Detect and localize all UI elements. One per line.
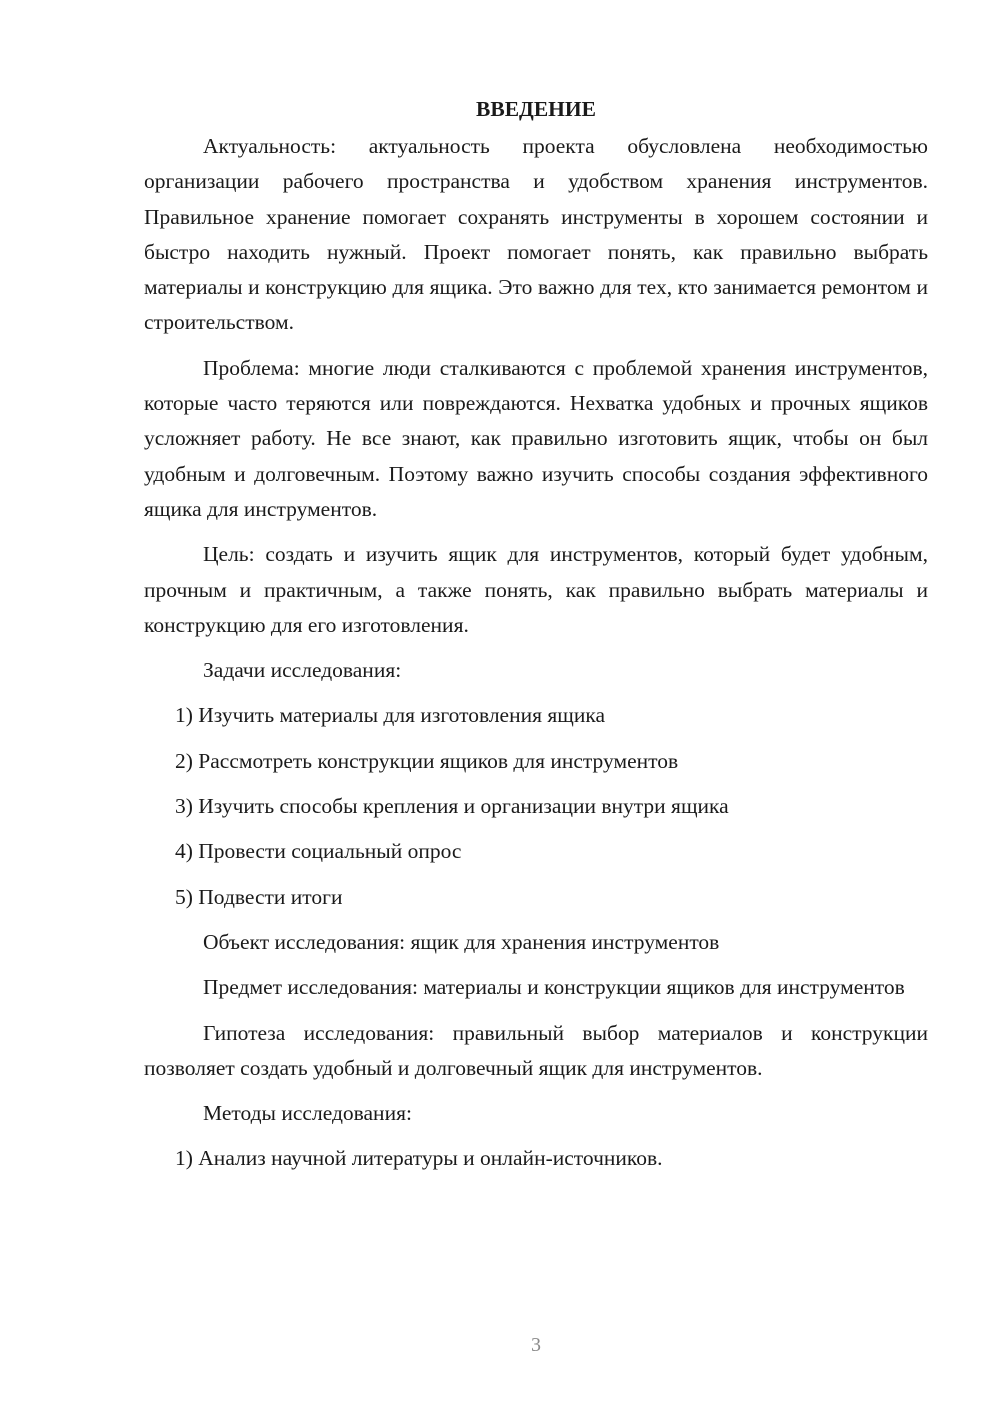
document-page [144, 92, 928, 1187]
page-number: 3 [531, 1334, 541, 1356]
methods-title: Методы исследования: [203, 1101, 412, 1126]
object-line: Объект исследования: ящик для хранения инструментов [203, 929, 720, 954]
method-item: 1) Анализ научной литературы и онлайн-источников. [175, 1146, 663, 1171]
hypothesis-paragraph: Гипотеза исследования: правильный выбор материалов и конструкции позволяет создать удобный и долговечный ящик для инструментов. [144, 1020, 928, 1080]
task-item: 1) Изучить материалы для изготовления ящика [175, 703, 605, 728]
relevance-paragraph: Актуальность: актуальность проекта обусловлена необходимостью организации рабочего пространства и удобством хранения инструментов. Правильное хранение помогает сохранять инструменты в хорошем состоянии и быстро находить нужный. Проект помогает понять, как правильно выбрать материалы и конструкцию для ящика. Это важно для тех, кто занимается ремонтом и строительством. [144, 134, 928, 335]
tasks-title: Задачи исследования: [203, 658, 402, 683]
task-item: 3) Изучить способы крепления и организации внутри ящика [175, 794, 729, 819]
task-item: 2) Рассмотреть конструкции ящиков для инструментов [175, 748, 679, 773]
section-heading: ВВЕДЕНИЕ [476, 97, 596, 121]
problem-paragraph: Проблема: многие люди сталкиваются с проблемой хранения инструментов, которые часто теряются или повреждаются. Нехватка удобных и прочных ящиков усложняет работу. Не все знают, как правильно изготовить ящик, чтобы он был удобным и долговечным. Поэтому важно изучить способы создания эффективного ящика для инструментов. [144, 355, 928, 521]
task-item: 4) Провести социальный опрос [175, 839, 462, 864]
goal-paragraph: Цель: создать и изучить ящик для инструментов, который будет удобным, прочным и практичным, а также понять, как правильно выбрать материалы и конструкцию для его изготовления. [144, 542, 928, 637]
subject-paragraph: Предмет исследования: материалы и конструкции ящиков для инструментов [203, 975, 905, 1000]
task-item: 5) Подвести итоги [175, 884, 343, 909]
